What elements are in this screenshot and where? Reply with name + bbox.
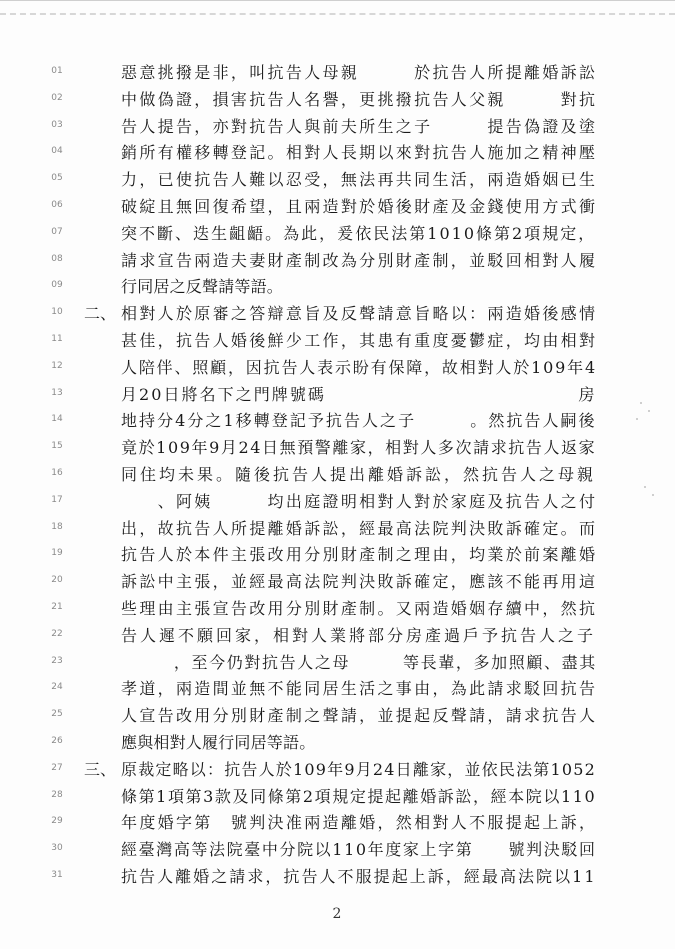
- document-line: [0, 596, 675, 622]
- line-text: 抗告人於本件主張改用分別財產制之理由，均業於前案離婚: [121, 545, 598, 565]
- line-number: 28: [51, 789, 63, 800]
- line-text: 突不斷、迭生齟齬。為此，爰依民法第1010條第2項規定，: [121, 223, 597, 243]
- line-text: 訴訟中主張，並經最高法院判決敗訴確定，應該不能再用這: [121, 572, 598, 592]
- line-text: 、阿姨 均出庭證明相對人對於家庭及抗告人之付: [121, 491, 598, 511]
- document-line: [0, 274, 675, 300]
- line-number: 29: [51, 816, 63, 827]
- document-line: [0, 301, 675, 327]
- line-text: 竟於109年9月24日無預警離家，相對人多次請求抗告人返家: [121, 438, 597, 458]
- line-number: 04: [51, 146, 63, 157]
- line-number: 07: [51, 226, 63, 237]
- line-text: ，至今仍對抗告人之母 等長輩，多加照顧、盡其: [121, 652, 597, 672]
- line-text: 條第1項第3款及同條第2項規定提起離婚訴訟，經本院以110: [121, 786, 597, 806]
- line-text: 些理由主張宣告改用分別財產制。又兩造婚姻存續中，然抗: [121, 599, 598, 618]
- document-line: [0, 489, 675, 515]
- scan-speck: [640, 402, 642, 404]
- line-number: 27: [51, 762, 63, 773]
- line-text: 月20日將名下之門牌號碼 房: [121, 384, 597, 404]
- document-line: [0, 221, 675, 247]
- line-text: 告人遲不願回家，相對人業將部分房產過戶予抗告人之子: [121, 625, 597, 645]
- line-number: 03: [51, 119, 63, 130]
- scan-speck: [644, 486, 646, 488]
- line-text: 人宣告改用分別財產制之聲請，並提起反聲請，請求抗告人: [121, 706, 598, 726]
- document-line: [0, 60, 675, 86]
- document-line: [0, 408, 675, 434]
- document-line: [0, 462, 675, 488]
- document-line: [0, 328, 675, 354]
- line-number: 08: [51, 253, 63, 264]
- page-top-border: [0, 0, 675, 1]
- document-line: [0, 516, 675, 542]
- line-number: 20: [51, 575, 63, 586]
- line-text: 原裁定略以：抗告人於109年9月24日離家，並依民法第1052: [121, 759, 596, 779]
- line-text: 出，故抗告人所提離婚訴訟，經最高法院判決敗訴確定。而: [121, 518, 598, 538]
- line-number: 11: [51, 334, 63, 344]
- document-line: [0, 382, 675, 408]
- scan-speck: [652, 494, 654, 496]
- document-line: [0, 757, 675, 783]
- line-text: 力，已使抗告人難以忍受，無法再共同生活，兩造婚姻已生: [121, 170, 598, 190]
- line-number: 22: [51, 628, 63, 639]
- document-line: [0, 167, 675, 193]
- line-number: 10: [51, 307, 63, 318]
- line-text: 銷所有權移轉登記。相對人長期以來對抗告人施加之精神壓: [121, 143, 598, 163]
- line-text: 請求宣告兩造夫妻財產制改為分別財產制，並駁回相對人履: [121, 250, 598, 270]
- document-line: [0, 810, 675, 836]
- line-text: 中做偽證，損害抗告人名譽，更挑撥抗告人父親 對抗: [121, 89, 598, 109]
- document-line: [0, 676, 675, 702]
- document-line: [0, 650, 675, 676]
- line-text: 行同居之反聲請等語。: [121, 277, 284, 297]
- section-marker: 二、: [84, 304, 117, 324]
- line-number: 24: [51, 682, 63, 693]
- scan-speck: [636, 418, 638, 420]
- document-line: [0, 542, 675, 568]
- line-text: 同住均未果。隨後抗告人提出離婚訴訟，然抗告人之母親: [121, 465, 597, 484]
- line-number: 14: [51, 414, 63, 425]
- line-number: 26: [51, 736, 63, 746]
- document-line: [0, 703, 675, 729]
- line-number: 13: [51, 387, 63, 398]
- line-text: 年度婚字第 號判決准兩造離婚，然相對人不服提起上訴，: [121, 813, 598, 833]
- scan-speck: [648, 410, 650, 412]
- document-line: [0, 784, 675, 810]
- line-text: 經臺灣高等法院臺中分院以110年度家上字第 號判決駁回: [121, 840, 597, 860]
- line-number: 05: [51, 173, 63, 184]
- line-number: 02: [51, 92, 63, 103]
- line-number: 17: [51, 494, 63, 505]
- page-number: 2: [332, 906, 342, 922]
- document-line: [0, 140, 675, 166]
- line-number: 01: [51, 66, 63, 76]
- line-number: 19: [51, 548, 63, 559]
- document-line: [0, 114, 675, 140]
- line-number: 16: [51, 468, 63, 478]
- document-line: [0, 623, 675, 649]
- document-line: [0, 355, 675, 381]
- line-text: 甚佳，抗告人婚後鮮少工作，其患有重度憂鬱症，均由相對: [121, 331, 598, 350]
- document-line: [0, 248, 675, 274]
- line-text: 應與相對人履行同居等語。: [121, 733, 316, 752]
- document-line: [0, 194, 675, 220]
- section-marker: 三、: [84, 759, 117, 779]
- page-top-dashes: [0, 13, 675, 15]
- line-number: 30: [51, 843, 63, 854]
- line-text: 地持分4分之1移轉登記予抗告人之子 。然抗告人嗣後: [121, 411, 597, 431]
- line-number: 18: [51, 521, 63, 532]
- line-number: 06: [51, 200, 63, 210]
- document-line: [0, 569, 675, 595]
- line-number: 21: [51, 602, 63, 612]
- document-line: [0, 864, 675, 890]
- line-number: 15: [51, 441, 63, 452]
- line-text: 惡意挑撥是非，叫抗告人母親 於抗告人所提離婚訴訟: [121, 63, 598, 82]
- line-text: 告人提告，亦對抗告人與前夫所生之子 提告偽證及塗: [121, 116, 598, 136]
- line-text: 相對人於原審之答辯意旨及反聲請意旨略以：兩造婚後感情: [121, 304, 598, 324]
- line-text: 人陪伴、照顧，因抗告人表示盼有保障，故相對人於109年4: [121, 357, 597, 377]
- document-line: [0, 87, 675, 113]
- line-number: 25: [51, 709, 63, 720]
- line-text: 破綻且無回復希望，且兩造對於婚後財產及金錢使用方式衝: [121, 197, 598, 216]
- line-number: 12: [51, 360, 63, 371]
- line-text: 孝道，兩造間並無不能同居生活之事由，為此請求駁回抗告: [121, 679, 598, 699]
- document-line: [0, 435, 675, 461]
- line-number: 09: [51, 280, 63, 291]
- line-text: 抗告人離婚之請求，抗告人不服提起上訴，經最高法院以11: [121, 867, 597, 886]
- line-number: 23: [51, 655, 63, 666]
- document-line: [0, 837, 675, 863]
- line-number: 31: [51, 870, 63, 880]
- document-line: [0, 730, 675, 756]
